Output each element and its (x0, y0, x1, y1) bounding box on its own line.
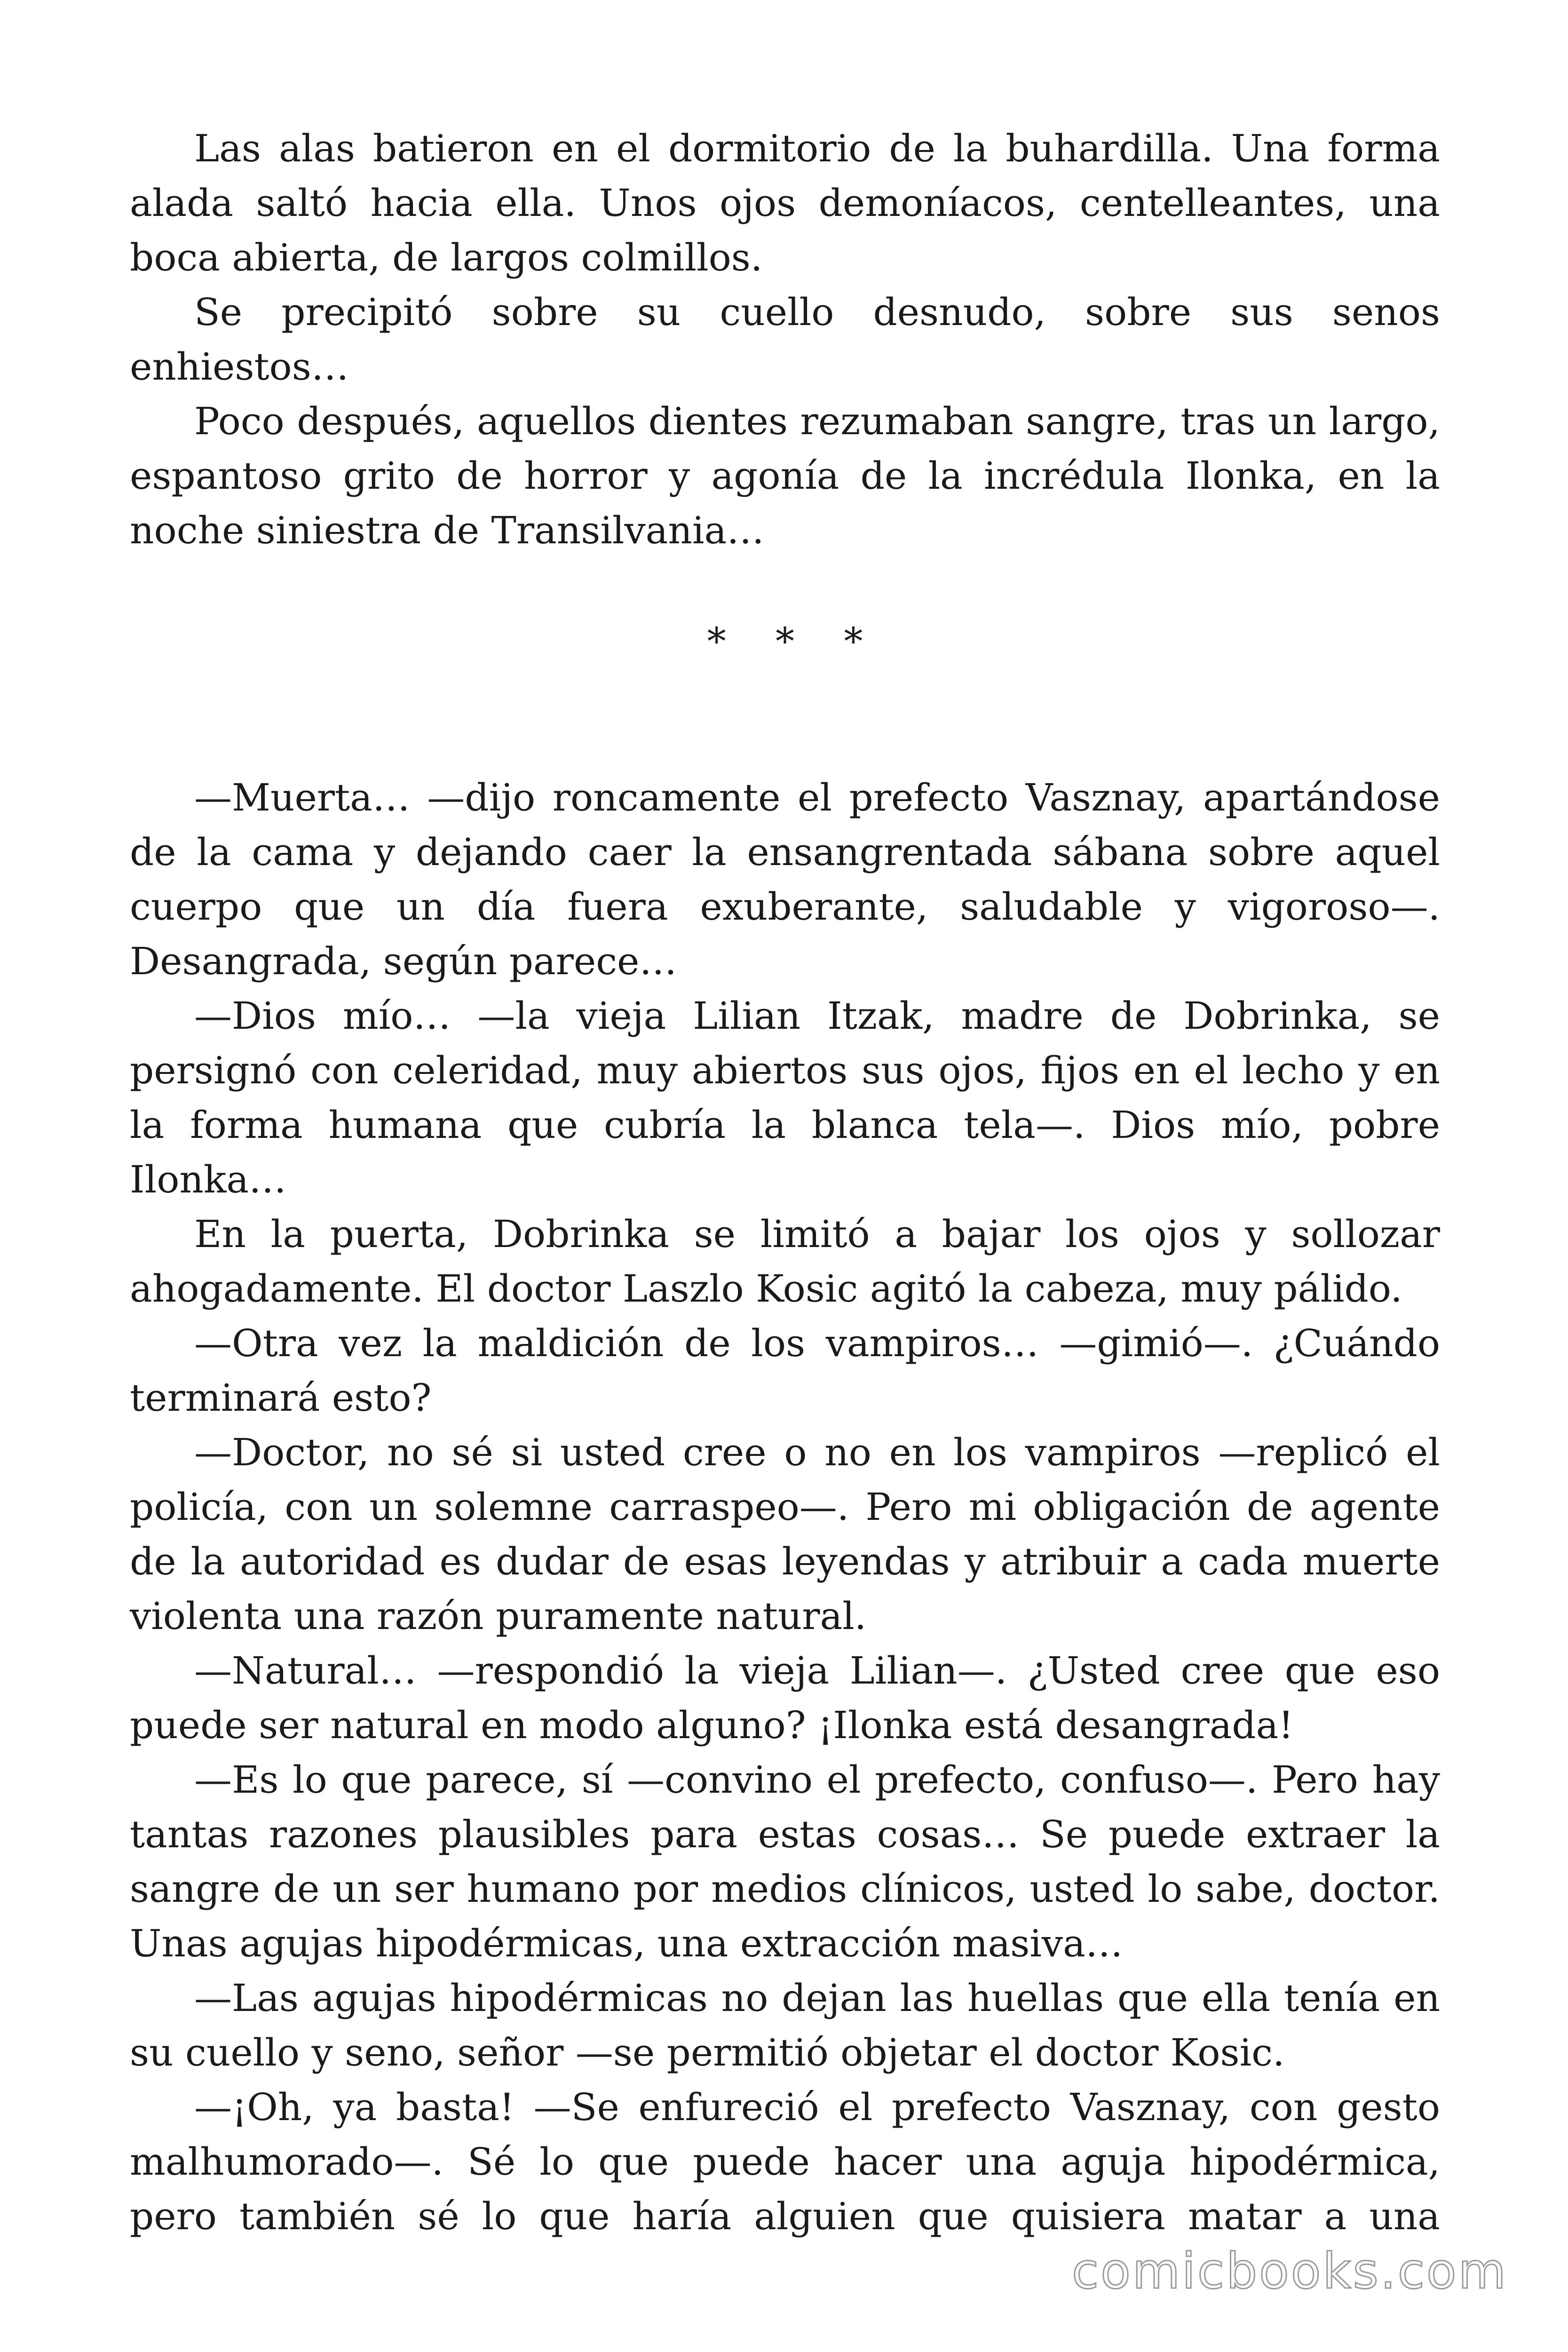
paragraph: —Es lo que parece, sí —convino el prefecto, confuso—. Pero hay tantas razones plausibles para estas cosas… Se puede extraer la sangre de un ser humano por medios clínicos, usted lo sabe, doctor. Unas agujas hipodérmicas, una extracción masiva… (130, 1758, 1440, 1965)
book-page (130, 121, 1440, 2244)
paragraph: —Dios mío… —la vieja Lilian Itzak, madre de Dobrinka, se persignó con celeridad, muy abiertos sus ojos, fijos en el lecho y en la forma humana que cubría la blanca tela—. Dios mío, pobre Ilonka… (130, 994, 1440, 1201)
watermark: comicbooks.com (1071, 2242, 1508, 2300)
chapter-body (130, 771, 1440, 2244)
paragraph: Poco después, aquellos dientes rezumaban sangre, tras un largo, espantoso grito de horror y agonía de la incrédula Ilonka, en la noche siniestra de Transilvania… (130, 399, 1440, 552)
opening-block (130, 121, 1440, 558)
paragraph: —¡Oh, ya basta! —Se enfureció el prefecto Vasznay, con gesto malhumorado—. Sé lo que puede hacer una aguja hipodérmica, pero también sé lo que haría alguien que quisiera matar a una (130, 2085, 1440, 2238)
paragraph: —Doctor, no sé si usted cree o no en los vampiros —replicó el policía, con un solemne carraspeo—. Pero mi obligación de agente de la autoridad es dudar de esas leyendas y atribuir a cada muerte violenta una razón puramente natural. (130, 1430, 1440, 1638)
paragraph: Se precipitó sobre su cuello desnudo, sobre sus senos enhiestos… (130, 290, 1440, 389)
paragraph: —Otra vez la maldición de los vampiros… —gimió—. ¿Cuándo terminará esto? (130, 1321, 1440, 1420)
paragraph: —Las agujas hipodérmicas no dejan las huellas que ella tenía en su cuello y seno, señor —se permitió objetar el doctor Kosic. (130, 1976, 1440, 2074)
paragraph: En la puerta, Dobrinka se limitó a bajar los ojos y sollozar ahogadamente. El doctor Laszlo Kosic agitó la cabeza, muy pálido. (130, 1212, 1440, 1311)
scene-break: * * * (707, 620, 882, 663)
paragraph: —Muerta… —dijo roncamente el prefecto Vasznay, apartándose de la cama y dejando caer la ensangrentada sábana sobre aquel cuerpo que un día fuera exuberante, saludable y vigoroso—. Desangrada, según parece… (130, 776, 1440, 983)
paragraph: Las alas batieron en el dormitorio de la buhardilla. Una forma alada saltó hacia ella. Unos ojos demoníacos, centelleantes, una boca abierta, de largos colmillos. (130, 127, 1440, 279)
paragraph: —Natural… —respondió la vieja Lilian—. ¿Usted cree que eso puede ser natural en modo alguno? ¡Ilonka está desangrada! (130, 1649, 1440, 1747)
